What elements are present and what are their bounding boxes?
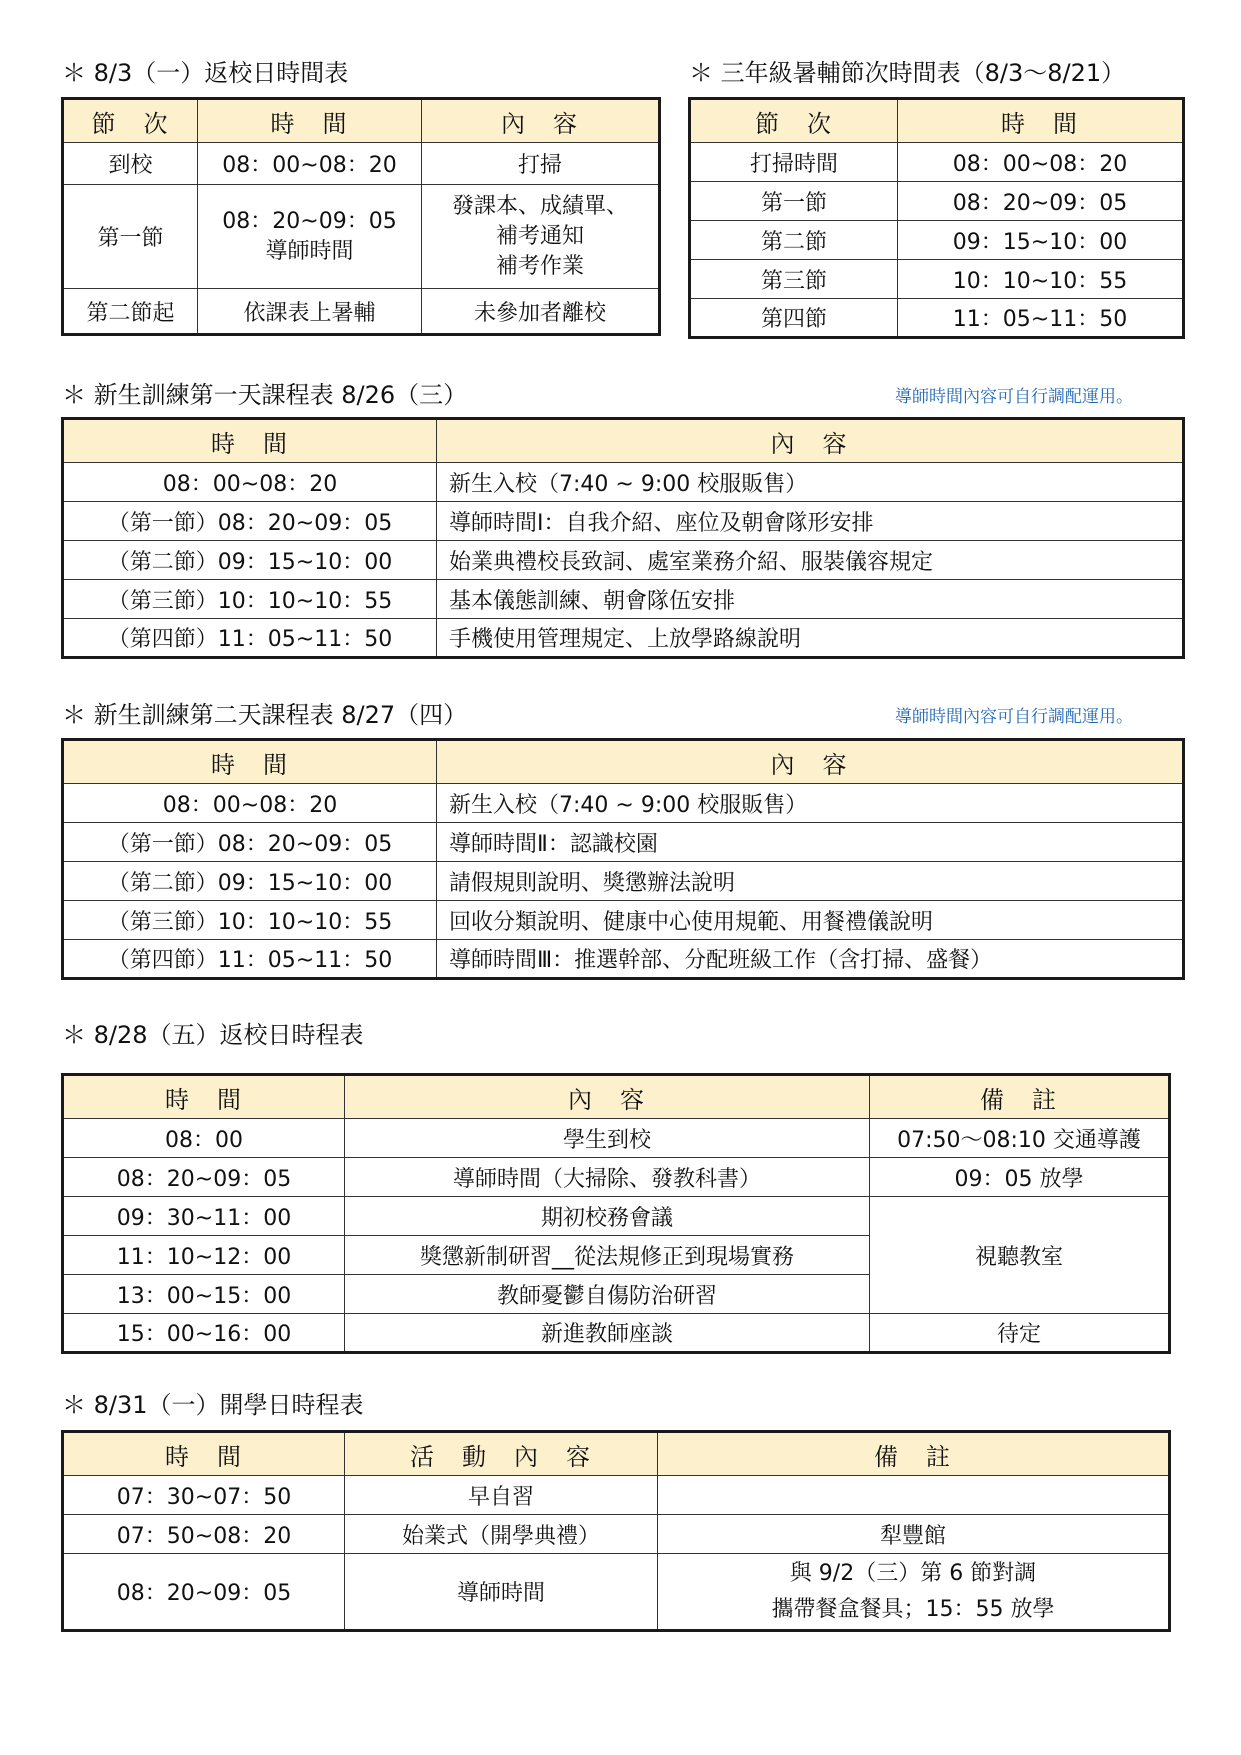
table-cell: 打掃時間 xyxy=(690,143,898,182)
table-cell: 始業典禮校長致詞、處室業務介紹、服裝儀容規定 xyxy=(437,541,1184,580)
table-cell: （第四節）11：05~11：50 xyxy=(63,940,437,979)
header-activity: 活 動 內 容 xyxy=(345,1432,658,1476)
table-cell: 到校 xyxy=(63,143,198,185)
table-cell: 基本儀態訓練、朝會隊伍安排 xyxy=(437,580,1184,619)
table-cell: 11：05~11：50 xyxy=(898,299,1184,338)
table-cell: 08：00~08：20 xyxy=(898,143,1184,182)
table-cell: 新生入校（7:40 ~ 9:00 校服販售） xyxy=(437,463,1184,502)
first-day-0831-table xyxy=(61,1430,1171,1632)
table-cell xyxy=(198,185,422,289)
section-title-return-day-0803: ＊ 8/3（一）返校日時間表 xyxy=(62,59,349,87)
return-day-0828-table xyxy=(61,1073,1171,1354)
header-remark: 備 註 xyxy=(870,1075,1170,1119)
tutor-time-note: 導師時間內容可自行調配運用。 xyxy=(895,387,1133,407)
table-cell: 13：00~15：00 xyxy=(63,1275,345,1314)
section-title-orientation-day2: ＊ 新生訓練第二天課程表 8/27（四） xyxy=(62,701,468,729)
header-content: 內 容 xyxy=(422,99,660,143)
table-cell: （第二節）09：15~10：00 xyxy=(63,862,437,901)
table-cell: 09：30~11：00 xyxy=(63,1197,345,1236)
orientation-day2-table xyxy=(61,738,1185,980)
header-remark: 備 註 xyxy=(658,1432,1170,1476)
table-cell: 09：05 放學 xyxy=(870,1158,1170,1197)
section-title-first-day-0831: ＊ 8/31（一）開學日時程表 xyxy=(62,1391,364,1419)
table-cell xyxy=(658,1476,1170,1515)
cell-line: 導師時間 xyxy=(265,238,354,264)
cell-line: 與 9/2（三）第 6 節對調 xyxy=(789,1560,1037,1586)
table-cell: （第一節）08：20~09：05 xyxy=(63,823,437,862)
header-content: 內 容 xyxy=(345,1075,870,1119)
table-cell: 導師時間Ⅲ：推選幹部、分配班級工作（含打掃、盛餐） xyxy=(437,940,1184,979)
header-content: 內 容 xyxy=(437,740,1184,784)
table-cell: 導師時間（大掃除、發教科書） xyxy=(345,1158,870,1197)
table-cell: 07:50～08:10 交通導護 xyxy=(870,1119,1170,1158)
table-cell: 11：10~12：00 xyxy=(63,1236,345,1275)
table-cell: （第三節）10：10~10：55 xyxy=(63,580,437,619)
header-period: 節 次 xyxy=(690,99,898,143)
table-cell: 學生到校 xyxy=(345,1119,870,1158)
table-cell: 請假規則說明、獎懲辦法說明 xyxy=(437,862,1184,901)
table-cell: 導師時間Ⅱ：認識校園 xyxy=(437,823,1184,862)
table-cell: 新生入校（7:40 ~ 9:00 校服販售） xyxy=(437,784,1184,823)
table-cell: 第二節起 xyxy=(63,289,198,335)
cell-line: 補考作業 xyxy=(495,253,584,279)
table-cell: （第二節）09：15~10：00 xyxy=(63,541,437,580)
tutor-time-note: 導師時間內容可自行調配運用。 xyxy=(895,707,1133,727)
header-content: 內 容 xyxy=(437,419,1184,463)
grade3-summer-table xyxy=(688,97,1185,339)
cell-line: 補考通知 xyxy=(495,223,584,249)
header-time: 時 間 xyxy=(63,1432,345,1476)
table-cell: 08：20~09：05 xyxy=(63,1554,345,1631)
table-cell: 第一節 xyxy=(63,185,198,289)
table-cell: 07：50~08：20 xyxy=(63,1515,345,1554)
table-cell: 08：00~08：20 xyxy=(198,143,422,185)
cell-line: 攜帶餐盒餐具；15：55 放學 xyxy=(771,1596,1055,1622)
table-cell: 08：20~09：05 xyxy=(63,1158,345,1197)
table-cell: 打掃 xyxy=(422,143,660,185)
table-cell: 08：00~08：20 xyxy=(63,463,437,502)
table-cell: 第四節 xyxy=(690,299,898,338)
table-cell: （第四節）11：05~11：50 xyxy=(63,619,437,658)
header-period: 節 次 xyxy=(63,99,198,143)
table-cell: 15：00~16：00 xyxy=(63,1314,345,1353)
table-cell: 第二節 xyxy=(690,221,898,260)
table-cell: 始業式（開學典禮） xyxy=(345,1515,658,1554)
table-cell: 10：10~10：55 xyxy=(898,260,1184,299)
merged-remark-cell: 視聽教室 xyxy=(870,1197,1170,1314)
table-cell: 犁豐館 xyxy=(658,1515,1170,1554)
table-cell: 新進教師座談 xyxy=(345,1314,870,1353)
header-time: 時 間 xyxy=(898,99,1184,143)
table-cell: 第三節 xyxy=(690,260,898,299)
return-day-0803-table xyxy=(61,97,661,336)
orientation-day1-table xyxy=(61,417,1185,659)
table-cell: 教師憂鬱自傷防治研習 xyxy=(345,1275,870,1314)
table-cell: 手機使用管理規定、上放學路線說明 xyxy=(437,619,1184,658)
table-cell: 07：30~07：50 xyxy=(63,1476,345,1515)
table-cell: 第一節 xyxy=(690,182,898,221)
table-cell: 依課表上暑輔 xyxy=(198,289,422,335)
section-title-grade3-summer: ＊ 三年級暑輔節次時間表（8/3～8/21） xyxy=(689,59,1126,87)
table-cell: 早自習 xyxy=(345,1476,658,1515)
table-cell: 回收分類說明、健康中心使用規範、用餐禮儀說明 xyxy=(437,901,1184,940)
table-cell: 未參加者離校 xyxy=(422,289,660,335)
table-cell: 08：20~09：05 xyxy=(898,182,1184,221)
table-cell: （第三節）10：10~10：55 xyxy=(63,901,437,940)
table-cell: 期初校務會議 xyxy=(345,1197,870,1236)
header-time: 時 間 xyxy=(63,1075,345,1119)
table-cell: （第一節）08：20~09：05 xyxy=(63,502,437,541)
table-cell: 導師時間 xyxy=(345,1554,658,1631)
section-title-orientation-day1: ＊ 新生訓練第一天課程表 8/26（三） xyxy=(62,381,468,409)
cell-line: 發課本、成績單、 xyxy=(451,193,628,219)
header-time: 時 間 xyxy=(63,419,437,463)
table-cell: 08：00~08：20 xyxy=(63,784,437,823)
table-cell xyxy=(422,185,660,289)
table-cell xyxy=(658,1554,1170,1631)
section-title-return-day-0828: ＊ 8/28（五）返校日時程表 xyxy=(62,1021,364,1049)
table-cell: 08：00 xyxy=(63,1119,345,1158)
header-time: 時 間 xyxy=(198,99,422,143)
table-cell: 導師時間Ⅰ：自我介紹、座位及朝會隊形安排 xyxy=(437,502,1184,541)
table-cell: 09：15~10：00 xyxy=(898,221,1184,260)
cell-line: 08：20~09：05 xyxy=(222,208,397,234)
header-time: 時 間 xyxy=(63,740,437,784)
table-cell: 獎懲新制研習__從法規修正到現場實務 xyxy=(345,1236,870,1275)
table-cell: 待定 xyxy=(870,1314,1170,1353)
